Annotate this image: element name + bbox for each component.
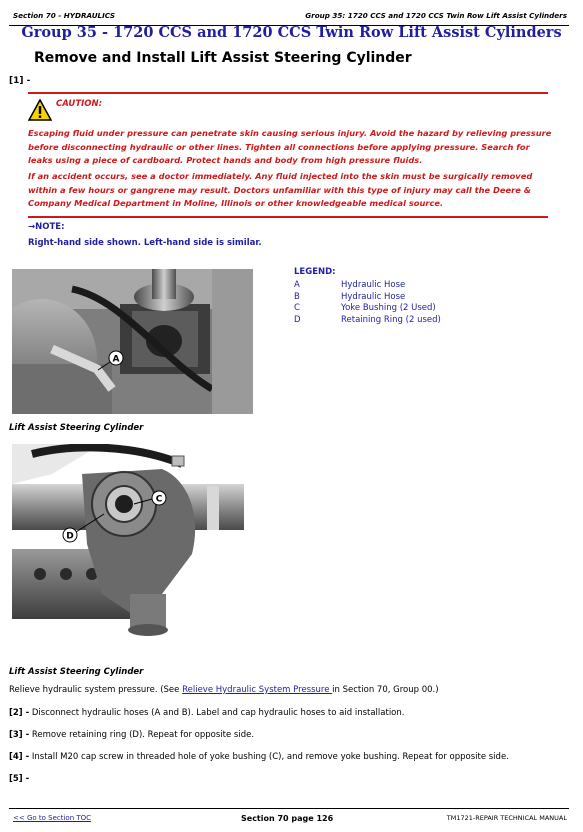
figure-2-caption: Lift Assist Steering Cylinder: [9, 667, 144, 677]
figure-1-caption: Lift Assist Steering Cylinder: [9, 423, 144, 433]
page-number: Section 70 page 126: [241, 814, 334, 823]
step-2-number: [2] -: [9, 708, 30, 718]
section-toc-link[interactable]: << Go to Section TOC: [13, 814, 92, 822]
step-4-text: Install M20 cap screw in threaded hole of yoke bushing (C), and remove yoke bushing. Repeat for opposite side.: [29, 752, 509, 762]
relieve-pressure-link[interactable]: Relieve Hydraulic System Pressure: [182, 685, 333, 695]
legend-value: Yoke Bushing (2 Used): [341, 303, 436, 314]
step-3-text: Remove retaining ring (D). Repeat for opposite side.: [29, 730, 255, 740]
legend-item: [294, 280, 406, 292]
legend-key: D: [294, 315, 301, 326]
step-5: [9, 774, 29, 784]
caution-paragraph-2: If an accident occurs, see a doctor immediately. Any fluid injected into the skin must be surgically removed within a few hours or gangrene may result. Doctors unfamiliar with this type of injury may call the Deere & Company Medical Department in Moline, Illinois or other knowledgeable medical source.: [28, 171, 533, 208]
caution-bottom-rule: [28, 216, 548, 218]
legend-key: C: [294, 303, 300, 314]
step-3: [9, 730, 254, 740]
note-text: Right-hand side shown. Left-hand side is similar.: [28, 238, 262, 248]
header-group: Group 35: 1720 CCS and 1720 CCS Twin Row Lift Assist Cylinders: [305, 11, 567, 20]
legend-key: B: [294, 291, 300, 302]
callout-c-label: C: [155, 494, 163, 505]
legend-item: [294, 291, 406, 304]
caution-paragraph-1: Escaping fluid under pressure can penetrate skin causing serious injury. Avoid the hazard by relieving pressure before disconnecting hydraulic or other lines. Tighten all connections before applying pressure. Search for leaks using a piece of cardboard. Protect hands and body from high pressure fluids.: [28, 128, 552, 165]
procedure-title: Remove and Install Lift Assist Steering Cylinder: [34, 50, 412, 66]
step-2-text: Disconnect hydraulic hoses (A and B). Label and cap hydraulic hoses to aid installation.: [29, 708, 405, 718]
group-title: Group 35 - 1720 CCS and 1720 CCS Twin Row Lift Assist Cylinders: [21, 24, 562, 41]
step-5-number: [5] -: [9, 774, 30, 784]
step-4: [9, 752, 509, 762]
callout-d-label: D: [66, 531, 74, 542]
page-footer: [9, 808, 569, 829]
header-section: Section 70 - HYDRAULICS: [13, 11, 116, 20]
caution-label: CAUTION:: [56, 99, 103, 109]
cylinder-photo-1: [12, 269, 253, 414]
cylinder-photo-2: [12, 444, 244, 640]
callout-a-label: A: [112, 354, 120, 365]
relieve-pressure-line: [9, 685, 439, 695]
note-label: →NOTE:: [28, 222, 65, 232]
legend-value: Hydraulic Hose: [341, 291, 406, 302]
legend-value: Hydraulic Hose: [341, 280, 406, 290]
relieve-suffix: in Section 70, Group 00.): [332, 685, 439, 695]
step-2: [9, 708, 404, 718]
step-3-number: [3] -: [9, 730, 30, 740]
relieve-prefix: Relieve hydraulic system pressure. (See: [9, 685, 183, 695]
legend-title: LEGEND:: [294, 267, 336, 277]
warning-icon: [28, 99, 52, 121]
caution-top-rule: [28, 92, 548, 94]
legend-value: Retaining Ring (2 used): [341, 315, 441, 326]
legend: [294, 267, 441, 327]
manual-name: TM1721-REPAIR TECHNICAL MANUAL: [446, 814, 567, 822]
step-1-label: [1] -: [9, 76, 31, 86]
legend-item: [294, 315, 441, 327]
legend-key: A: [294, 280, 300, 290]
step-4-number: [4] -: [9, 752, 30, 762]
legend-item: [294, 303, 436, 315]
